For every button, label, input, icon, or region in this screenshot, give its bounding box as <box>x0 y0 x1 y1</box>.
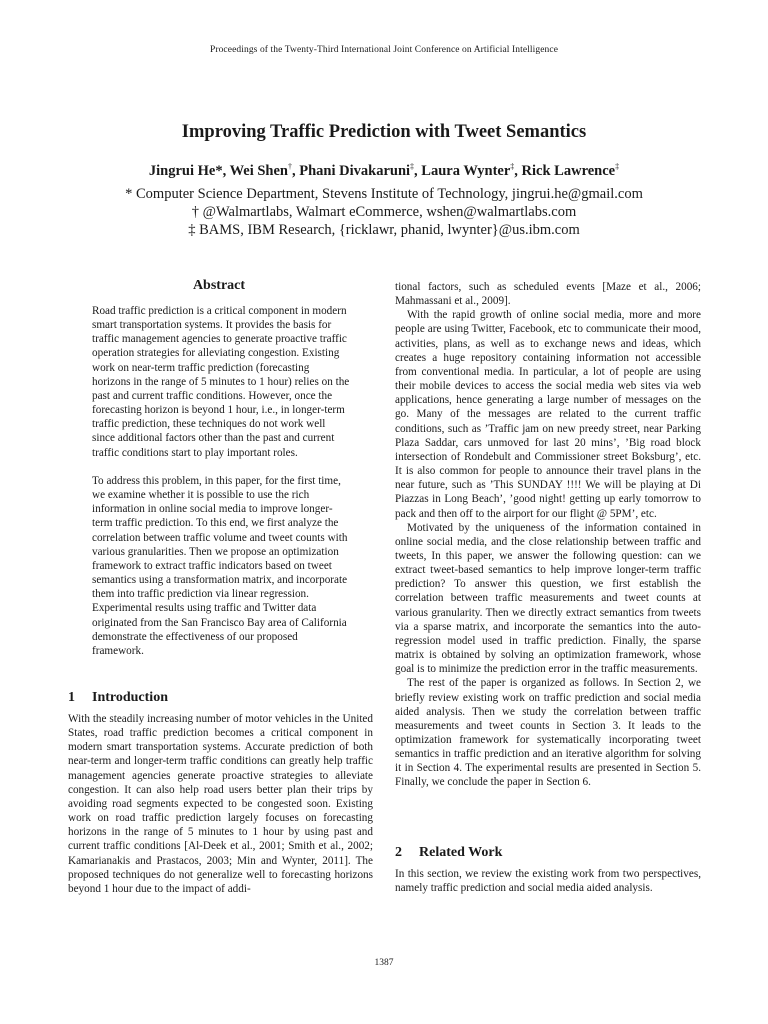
author-separator: , <box>414 163 422 179</box>
author-lawrence: Rick Lawrence <box>521 163 616 179</box>
abstract-paragraph <box>92 304 350 460</box>
proceedings-header: Proceedings of the Twenty-Third International Joint Conference on Artificial Intelligence <box>209 45 559 55</box>
author-separator: , <box>514 163 522 179</box>
page-number: 1387 <box>374 958 394 968</box>
body-paragraph: tional factors, such as scheduled events [Maze et al., 2006; Mahmassani et al., 2009]. <box>395 281 701 308</box>
affiliation-mark: † <box>287 162 292 172</box>
section-title: Related Work <box>419 845 503 860</box>
body-paragraph: Motivated by the uniqueness of the information contained in online social media, and the close relationship between traffic and tweets, In this paper, we answer the following question: can we extract tweet-based semantics to help improve longer-term traffic prediction? To answer this question, we first establish the correlation between traffic measurements and tweet counts at various granularity. Then we directly extract semantics from tweets via a sparse matrix, and incorporate the semantics into the auto-regression model used in traffic prediction. Finally, the sparse matrix is obtained by solving an optimization framework, whose goal is to minimize the prediction error in the traffic measurements. <box>395 521 701 676</box>
section-title: Introduction <box>92 690 168 705</box>
left-column-body <box>68 712 373 896</box>
affiliation-mark: ‡ <box>410 162 415 172</box>
affiliation-ibm: ‡ BAMS, IBM Research, {ricklawr, phanid, lwynter}@us.ibm.com <box>188 222 580 238</box>
abstract-text: Road traffic prediction is a critical component in modern smart transportation systems. It provides the basis for traffic management agencies to generate proactive traffic operation strategies for alleviating congestion. Existing work on near-term traffic prediction (forecasting horizons in the range of 5 minutes to 1 hour) relies on the past and current traffic conditions. However, once the forecasting horizon is beyond 1 hour, i.e., in longer-term traffic prediction, these techniques do not work well since additional factors other than the past and current traffic conditions start to play important roles. <box>92 305 350 459</box>
author-he: Jingrui He*, <box>148 163 230 179</box>
body-paragraph: With the rapid growth of online social media, more and more people are using Twitter, Facebook, etc to communicate their mood, activities, plans, as well as to exchange news and ideas, which creates a huge repository containing information not accessible from conventional media. In particular, a lot of people are using their mobile devices to access the social media web sites via web applications, hence generating a large number of messages on the go. Many of the messages are related to the current traffic conditions, such as ’Traffic jam on new preedy street, near Parking Plaza Saddar, cars unmoved for last 20 mins’, ’Big road block intersection of Rondebult and Commissioner street Boksburg’, etc. It is also common for people to announce their travel plans in the near future, such as ’This SUNDAY !!!! We will be playing at Di Piazzas in Long Beach’, ’good night! getting up early tomorrow to pack and then off to the airport for our flight @ 5PM’, etc. <box>395 309 701 520</box>
body-paragraph: With the steadily increasing number of motor vehicles in the United States, road traffic prediction becomes a critical component in modern smart transportation systems. Accurate prediction of both near-term and longer-term traffic conditions can greatly help traffic management agencies generate proactive strategies to alleviate congestion. It can also help road users better plan their trips by avoiding road segments expected to be congested soon. Existing work on road traffic prediction largely focuses on forecasting horizons in the range of 5 minutes to 1 hour by using past and current traffic conditions [Al-Deek et al., 2001; Smith et al., 2002; Kamarianakis and Prastacos, 2003; Min and Wynter, 2011]. The proposed techniques do not generalize well to forecasting horizons beyond 1 hour due to the impact of addi- <box>68 713 373 895</box>
abstract-text: To address this problem, in this paper, for the first time, we examine whether it is possible to use the rich information in online social media to improve longer-term traffic prediction. To this end, we first analyze the correlation between traffic volume and tweet counts with various granularities. Then we propose an optimization framework to extract traffic indicators based on tweet semantics using a transformation matrix, and incorporate them into traffic prediction via linear regression. Experimental results using traffic and Twitter data originated from the San Francisco Bay area of California demonstrate the effectiveness of our proposed framework. <box>92 475 348 657</box>
abstract-heading: Abstract <box>192 278 246 293</box>
author-wynter: Laura Wynter <box>421 163 511 179</box>
affiliation-stevens: * Computer Science Department, Stevens Institute of Technology, jingrui.he@gmail.com <box>125 186 643 202</box>
affiliation-mark: ‡ <box>510 162 515 172</box>
section-number: 1 <box>68 690 75 705</box>
author-separator: , <box>291 163 300 179</box>
affiliation-walmart: † @Walmartlabs, Walmart eCommerce, wshen@walmartlabs.com <box>191 204 577 220</box>
affiliation-mark: ‡ <box>615 162 620 172</box>
section-number: 2 <box>395 845 402 860</box>
author-divakaruni: Phani Divakaruni <box>299 163 411 179</box>
abstract-paragraph <box>92 474 350 658</box>
author-shen: Wei Shen <box>229 163 288 179</box>
body-paragraph: In this section, we review the existing work from two perspectives, namely traffic prediction and social media aided analysis. <box>395 868 701 895</box>
related-work-body <box>395 867 701 895</box>
section-heading-related-work <box>395 845 502 861</box>
section-heading-introduction <box>68 690 168 706</box>
right-column-body <box>395 280 701 790</box>
paper-title: Improving Traffic Prediction with Tweet Semantics <box>181 122 587 142</box>
body-paragraph: The rest of the paper is organized as follows. In Section 2, we briefly review existing work on traffic prediction and social media aided analysis. Then we study the correlation between traffic measurements and tweet counts in Section 3. It leads to the optimization framework for systematically incorporating tweet semantics in traffic prediction and an iterative algorithm for solving it in Section 4. The experimental results are presented in Section 5. Finally, we conclude the paper in Section 6. <box>395 677 701 789</box>
author-list <box>0 163 768 180</box>
